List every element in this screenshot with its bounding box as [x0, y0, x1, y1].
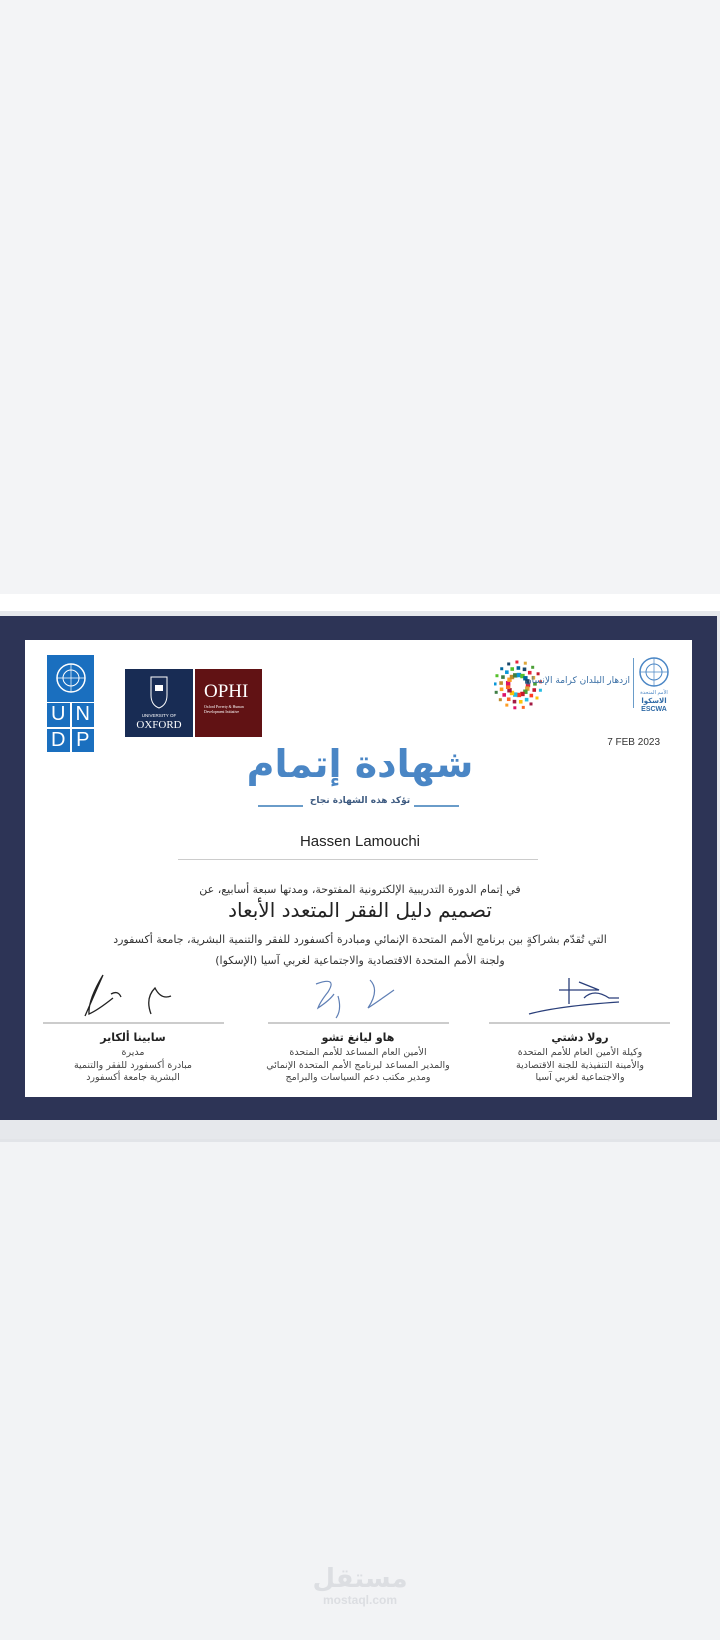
signature-line: [268, 1022, 449, 1024]
undp-letter: N: [72, 703, 95, 727]
certificate-subtitle: تؤكد هذه الشهادة نجاح: [309, 796, 411, 806]
signatory-role: [238, 1047, 478, 1085]
sdg-dot: [502, 693, 506, 697]
role-line: الأمين العام المساعد للأمم المتحدة: [289, 1047, 427, 1058]
escwa-label: ESCWA: [641, 706, 667, 713]
course-title: تصميم دليل الفقر المتعدد الأبعاد: [228, 898, 492, 922]
undp-letter: D: [47, 729, 70, 753]
sdg-dot: [501, 675, 505, 679]
un-emblem-icon: [637, 655, 671, 689]
undp-letter: P: [72, 729, 95, 753]
sdg-dot: [525, 698, 529, 702]
sdg-dot: [539, 689, 542, 692]
sdg-dot: [505, 670, 509, 674]
partnership-line: التي تُقدّم بشراكةٍ بين برنامج الأمم المتحدة الإنمائي ومبادرة أكسفورد للفقر والتنمية البشرية، جامعة أكسفورد: [113, 933, 607, 946]
oxford-logo: [125, 669, 193, 737]
course-intro: في إتمام الدورة التدريبية الإلكترونية المفتوحة، ومدتها سبعة أسابيع، عن: [199, 883, 521, 896]
role-line: والمدير المساعد لبرنامج الأمم المتحدة الإنمائي: [266, 1059, 450, 1071]
sdg-dot: [499, 698, 502, 701]
sdg-dot: [528, 671, 532, 675]
watermark-logo: مستقل: [312, 1564, 408, 1594]
sdg-dot: [522, 706, 525, 709]
certificate-title: شهادة إتمام: [246, 742, 474, 786]
sdg-dot: [530, 702, 533, 705]
sdg-dot: [532, 688, 536, 692]
role-line: البشرية جامعة أكسفورد: [86, 1072, 180, 1083]
signature-image: [489, 970, 670, 1022]
sdg-dot: [495, 674, 498, 677]
sdg-dot: [513, 706, 516, 709]
recipient-name: Hassen Lamouchi: [299, 833, 421, 850]
oxford-label: OXFORD: [136, 719, 182, 731]
sdg-slogan: ازدهار البلدان كرامة الإنسان: [525, 676, 630, 686]
role-line: ومدير مكتب دعم السياسات والبرامج: [285, 1072, 431, 1083]
divider: [178, 859, 538, 860]
sdg-dot: [505, 704, 508, 707]
role-line: والاجتماعية لغربي آسيا: [535, 1072, 625, 1083]
sdg-dot: [500, 687, 504, 691]
role-line: مبادرة أكسفورد للفقر والتنمية: [73, 1059, 193, 1071]
sdg-dot: [524, 662, 527, 665]
partnership-text: [60, 929, 660, 971]
undp-logo: [47, 655, 94, 752]
signature-image: [43, 970, 224, 1022]
signatory-role: [23, 1047, 243, 1085]
signature-line: [489, 1022, 670, 1024]
divider: [633, 658, 634, 708]
sdg-dot: [537, 672, 540, 675]
sdg-dot: [530, 694, 534, 698]
ophi-title: OPHI: [204, 681, 249, 702]
certificate-date: 7 FEB 2023: [607, 737, 660, 748]
sdg-dot: [507, 697, 511, 701]
ophi-logo: [195, 669, 262, 737]
escwa-label: الاسكوا: [641, 697, 667, 705]
sdg-dot: [517, 666, 521, 670]
watermark-url: mostaql.com: [322, 1593, 397, 1607]
oxford-label: UNIVERSITY OF: [141, 713, 177, 718]
sdg-dot: [495, 691, 498, 694]
un-emblem-icon: [47, 655, 94, 701]
signatory-name: هاو ليانغ تشو: [321, 1031, 395, 1044]
escwa-label: الأمم المتحدة: [640, 690, 668, 696]
sdg-dot: [515, 661, 518, 664]
sdg-dot: [507, 662, 510, 665]
undp-letter: U: [47, 703, 70, 727]
signatory-role: [470, 1047, 690, 1085]
role-line: والأمينة التنفيذية للجنة الاقتصادية: [516, 1059, 644, 1071]
sdg-dot: [494, 682, 497, 685]
partnership-line: ولجنة الأمم المتحدة الاقتصادية والاجتماعية لغربي آسيا (الإسكوا): [215, 954, 505, 967]
signature-line: [43, 1022, 224, 1024]
signatory-name: سابينا ألكاير: [100, 1031, 166, 1044]
sdg-dot: [531, 666, 534, 669]
sdg-dot: [535, 696, 538, 699]
ophi-subtitle: Oxford Poverty & Human Development Initiative: [204, 705, 244, 714]
signatory-name: رولا دشتي: [551, 1031, 609, 1044]
divider: [0, 1139, 720, 1142]
role-line: وكيلة الأمين العام للأمم المتحدة: [517, 1047, 643, 1058]
sdg-dot: [510, 667, 514, 671]
sdg-dot: [513, 700, 517, 704]
sdg-dot: [519, 700, 523, 704]
oxford-crest-icon: [149, 675, 169, 709]
sdg-dot: [523, 667, 527, 671]
divider: [0, 594, 720, 612]
sdg-dot: [500, 667, 503, 670]
top-blank-area: [0, 0, 720, 594]
sdg-dot: [499, 681, 503, 685]
role-line: مديرة: [121, 1047, 145, 1058]
signature-image: [268, 970, 449, 1022]
